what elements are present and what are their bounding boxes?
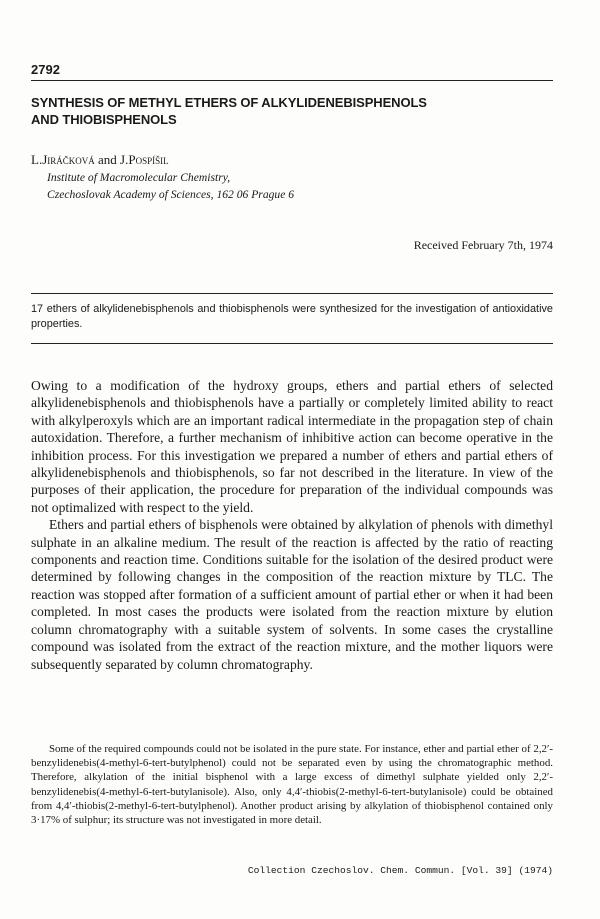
affiliation-line-1: Institute of Macromolecular Chemistry, xyxy=(47,171,231,184)
header-rule xyxy=(31,80,553,81)
abstract-top-rule xyxy=(31,293,553,294)
journal-citation: Collection Czechoslov. Chem. Commun. [Vol. 39] (1974) xyxy=(247,865,553,876)
authors xyxy=(31,152,169,168)
author-1: L.Jiráčková xyxy=(31,152,95,167)
author-2: J.Pospíšil xyxy=(120,152,169,167)
body-text xyxy=(31,377,553,673)
paragraph-2: Ethers and partial ethers of bisphenols were obtained by alkylation of phenols with dimethyl sulphate in an alkaline medium. The result of the reaction is affected by the ratio of reacting components and reaction time. Conditions suitable for the isolation of the desired product were determined by following changes in the composition of the reaction mixture by TLC. The reaction was stopped after formation of a sufficient amount of partial ether or when it had been completed. In most cases the products were isolated from the reaction mixture by elution column chromatography with a suitable system of solvents. In some cases the crystalline compound was isolated from the extract of the reaction mixture, and the mother liquors were subsequently separated by column chromatography. xyxy=(31,517,553,672)
abstract: 17 ethers of alkylidenebisphenols and thiobisphenols were synthesized for the investigation of antioxidative properties. xyxy=(31,303,553,330)
affiliation xyxy=(47,170,294,203)
page-number: 2792 xyxy=(31,62,60,77)
article-title xyxy=(31,94,553,128)
paragraph-1: Owing to a modification of the hydroxy groups, ethers and partial ethers of selected alkylidenebisphenols and thiobisphenols have a partially or completely limited ability to react with alkylperoxyls which are an important radical intermediate in the propagation step of chain autoxidation. Therefore, a further mechanism of inhibitive action can become operative in the inhibition process. For this investigation we prepared a number of ethers and partial ethers of alkylidenebisphenols and thiobisphenols, so far not described in the literature. In view of the purposes of their application, the procedure for preparation of the individual compounds was not optimalized with respect to the yield. xyxy=(31,378,553,515)
affiliation-line-2: Czechoslovak Academy of Sciences, 162 06 Prague 6 xyxy=(47,187,295,201)
received-date: Received February 7th, 1974 xyxy=(413,238,553,252)
title-line-1: SYNTHESIS OF METHYL ETHERS OF ALKYLIDENEBISPHENOLS xyxy=(31,95,427,110)
author-joiner: and xyxy=(94,152,121,167)
title-line-2: AND THIOBISPHENOLS xyxy=(31,112,177,127)
small-print-paragraph: Some of the required compounds could not be isolated in the pure state. For instance, ether and partial ether of 2,2′-benzylidenebis(4-methyl-6-tert-butylphenol) could not be separated even by using the chromatographic method. Therefore, alkylation of the initial bisphenol with a large excess of dimethyl sulphate yielded only 2,2′-benzylidenebis(4-methyl-6-tert-butylanisole). Also, only 4,4′-thiobis(2-methyl-6-tert-butylanisole) could be obtained from 4,4′-thiobis(2-methyl-6-tert-butylphenol). Another product arising by alkylation of thiobisphenol contained only 3·17% of sulphur; its structure was not investigated in more detail. xyxy=(31,743,553,827)
abstract-bottom-rule xyxy=(31,343,553,344)
